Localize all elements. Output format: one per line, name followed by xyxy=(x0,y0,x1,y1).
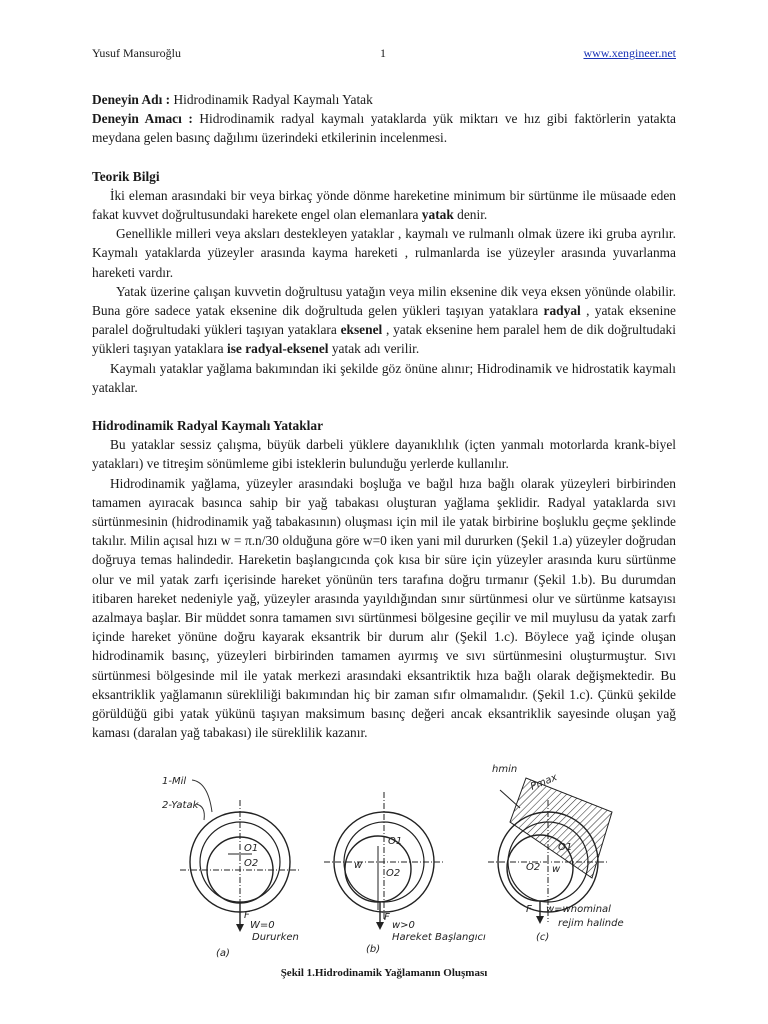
hmin-label: hmin xyxy=(492,764,518,775)
experiment-name xyxy=(92,90,676,109)
page-header xyxy=(92,46,676,62)
theory-paragraph-3: Yatak üzerine çalışan kuvvetin doğrultusu yatağın veya milin eksenine dik veya eksen yönünde olabilir. Buna göre sadece yatak eksenine dik doğrultuda gelen yükleri taşıyan yataklara radyal , yatak eksenine paralel doğrultudaki yükleri taşıyan yataklara eksenel , yatak eksenine hem paralel hem de dik doğrultudaki yükleri taşıyan yataklara ise radyal-eksenel yatak adı verilir. xyxy=(92,283,676,357)
tag-b: (b) xyxy=(366,944,381,955)
diagram-b xyxy=(324,792,486,955)
theory-paragraph-2: Genellikle milleri veya aksları destekleyen yataklar , kaymalı ve rulmanlı olmak üzere iki gruba ayrılır. Kaymalı yataklarda yüzeyler arasında kayma hareketi , rulmanlarda ise yüzeyler arasında yuvarlanma hareketi vardır. xyxy=(92,226,676,280)
center-o1-b: O1 xyxy=(388,836,403,847)
experiment-name-value: Hidrodinamik Radyal Kaymalı Yatak xyxy=(170,92,373,107)
center-o1-a: O1 xyxy=(244,843,259,854)
center-o1-c: O1 xyxy=(558,842,573,853)
website-link[interactable]: www.xengineer.net xyxy=(583,46,676,60)
pmax-label: Pmax xyxy=(529,772,559,793)
term-eksenel: eksenel xyxy=(340,322,383,338)
experiment-purpose xyxy=(92,109,676,147)
force-label-c: F xyxy=(526,904,532,915)
note-b-1: w>0 xyxy=(392,920,415,931)
center-o2-c: O2 xyxy=(526,862,541,873)
note-c-2: rejim halinde xyxy=(558,918,624,929)
figure-caption: Şekil 1.Hidrodinamik Yağlamanın Oluşması xyxy=(280,967,488,979)
experiment-purpose-value: Hidrodinamik radyal kaymalı yataklarda yük miktarı ve hız gibi faktörlerin yatakta meydana gelen basınç dağılımı üzerindeki etkilerinin incelenmesi. xyxy=(92,111,676,146)
theory-heading: Teorik Bilgi xyxy=(92,168,160,184)
note-a-1: W=0 xyxy=(250,920,275,931)
term-radyal: radyal xyxy=(543,303,581,319)
note-b-2: Hareket Başlangıcı xyxy=(392,932,486,943)
author-name: Yusuf Mansuroğlu xyxy=(92,46,181,60)
bearing-figure xyxy=(148,760,638,965)
omega-label-c: w xyxy=(552,864,561,875)
bearing-diagrams xyxy=(148,760,638,965)
hydro-heading: Hidrodinamik Radyal Kaymalı Yataklar xyxy=(92,418,324,434)
center-o2-a: O2 xyxy=(244,858,259,869)
omega-label-b: w xyxy=(354,860,363,871)
force-label-a: F xyxy=(244,910,250,921)
legend-yatak: 2-Yatak xyxy=(162,800,199,811)
tag-c: (c) xyxy=(536,932,550,943)
note-a-2: Dururken xyxy=(252,932,299,943)
center-o2-b: O2 xyxy=(386,868,401,879)
theory-paragraph-1: İki eleman arasındaki bir veya birkaç yönde dönme hareketine minimum bir sürtünme ile müsaade eden fakat kuvvet doğrultusundaki harekete engel olan elemanlara yatak denir. xyxy=(92,187,676,223)
note-c-1: w=wnominal xyxy=(546,904,611,915)
diagram-a xyxy=(180,800,300,959)
document-body xyxy=(92,90,676,743)
page-number: 1 xyxy=(380,46,386,60)
term-radyal-eksenel: ise radyal-eksenel xyxy=(226,341,329,357)
legend-mil: 1-Mil xyxy=(162,776,187,787)
tag-a: (a) xyxy=(216,948,230,959)
experiment-name-label: Deneyin Adı : xyxy=(92,92,171,107)
hydro-paragraph-2: Hidrodinamik yağlama, yüzeyler arasındaki boşluğa ve bağıl hıza bağlı olarak yüzeyleri birbirinden tamamen ayıracak basınca sahip bir yağ tabakası oluşturan yağlama şeklidir. Radyal yataklarda sıvı sürtünmesinin (hidrodinamik yağ tabakasının) oluşması için mil ile yatak birbirine boşluklu geçme şeklinde takılır. Milin açısal hızı w = π.n/30 olduğuna göre w=0 iken yani mil dururken (Şekil 1.a) yüzeyler doğrudan doğruya temas halindedir. Hareketin başlangıcında çok kısa bir süre için yüzeyler arasında kuru sürtünme olur ve mil yatak zarfı içerisinde hareket yönünün ters tarafına doğru tırmanır (Şekil 1.b). Bu durumdan itibaren hareket nedeniyle yağ, yüzeyler arasında yayıldığından sınır sürtünmesi olur ve sürtünme katsayısı azalmaya başlar. Bir müddet sonra tamamen sıvı sürtünmesi bölgesine geçilir ve mil muylusu da yatak zarfı içinde hareket yönüne doğru kayarak eksantrik bir durum alır (Şekil 1.c). Böylece yağ içinde oluşan hidrodinamik basınç, yüzeyleri birbirinden tamamen ayırmış ve sıvı sürtünmesini oluşturmuştur. Sıvı sürtünmesi bölgesinde mil ile yatak merkezi arasındaki eksantriktik hıza bağlı olarak değişmektedir. Bu eksantriklik yağlamanın sürekliliği bakımından hiç bir zaman sıfır olmamalıdır. (Şekil 1.c). Çünkü şekilde görüldüğü gibi yatak yükünü taşıyan maksimum basınç değeri ancak eksantriklik sayesinde oluşan yağ kaması (daralan yağ tabakası) ile süreklilik kazanır. xyxy=(92,475,676,741)
diagram-c xyxy=(488,764,624,943)
hydro-paragraph-1: Bu yataklar sessiz çalışma, büyük darbeli yüklere dayanıklılık (içten yanmalı motorlarda krank-biyel yatakları) ve titreşim sönümleme gibi isteklerin bulunduğu yerlerde kullanılır. xyxy=(92,437,676,472)
theory-paragraph-4: Kaymalı yataklar yağlama bakımından iki şekilde göz önüne alınır; Hidrodinamik ve hidrostatik kaymalı yataklar. xyxy=(92,360,676,395)
force-label-b: F xyxy=(384,912,390,923)
experiment-purpose-label: Deneyin Amacı : xyxy=(92,111,193,127)
term-yatak: yatak xyxy=(421,207,454,223)
